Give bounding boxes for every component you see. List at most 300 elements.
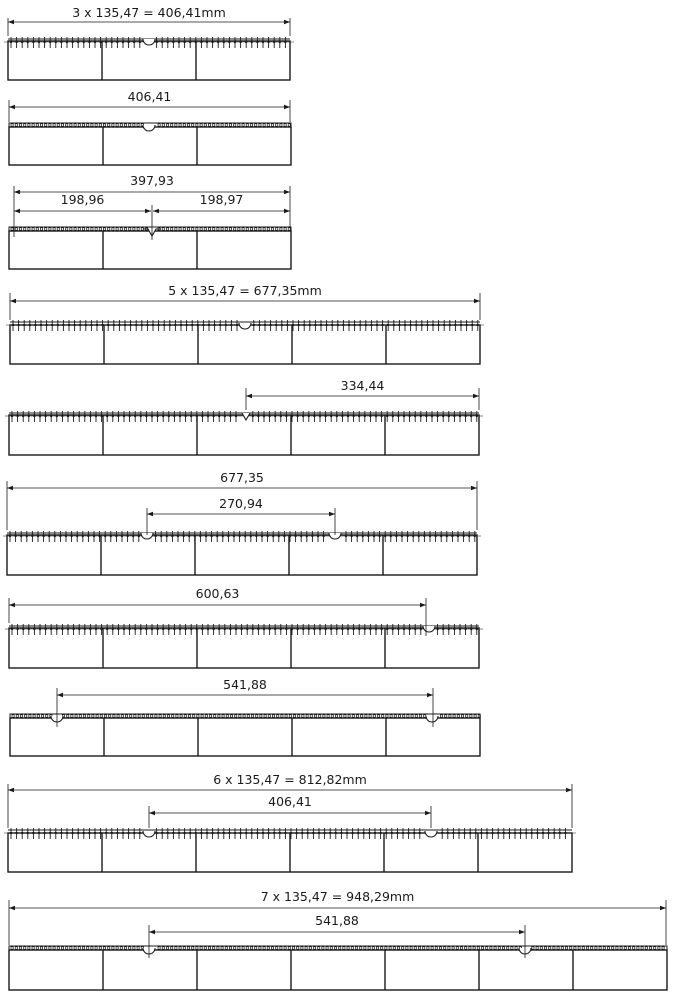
rack-tooth (103, 124, 105, 126)
rack-tooth (179, 228, 181, 230)
rack-tooth (175, 947, 177, 949)
rack-tooth (67, 715, 69, 717)
rack-tooth (57, 124, 59, 126)
rack-tooth (171, 947, 173, 949)
rack-tooth (71, 715, 73, 717)
rack-tooth (96, 715, 98, 717)
rack-tooth (352, 715, 354, 717)
dimension-label: 600,63 (195, 586, 240, 601)
rack-tooth (403, 715, 405, 717)
rack-tooth (171, 124, 173, 126)
rack-tooth (57, 947, 59, 949)
rack-tooth (92, 715, 94, 717)
arrowhead (473, 394, 479, 398)
rack-tooth (360, 947, 362, 949)
rack-tooth (284, 228, 286, 230)
rack-tooth (200, 947, 202, 949)
rack-tooth (133, 124, 135, 126)
rack-tooth (33, 715, 35, 717)
rack-tooth (49, 228, 51, 230)
rack-tooth (418, 947, 420, 949)
rack-tooth (276, 228, 278, 230)
rack-tooth (209, 715, 211, 717)
rack-tooth (347, 947, 349, 949)
rack-tooth (137, 228, 139, 230)
rack-tooth (494, 947, 496, 949)
rack-tooth (356, 715, 358, 717)
rack-tooth (82, 124, 84, 126)
rack-tooth (239, 715, 241, 717)
rack-tooth (238, 124, 240, 126)
dimension-label: 7 x 135,47 = 948,29mm (260, 889, 415, 904)
rack-tooth (183, 228, 185, 230)
rack-tooth (331, 715, 333, 717)
rack-tooth (180, 715, 182, 717)
rack-tooth (473, 947, 475, 949)
rack-tooth (385, 947, 387, 949)
rack-tooth (208, 947, 210, 949)
rack-tooth (561, 947, 563, 949)
rack-tooth (348, 715, 350, 717)
arrowhead (566, 788, 572, 792)
rack-tooth (263, 124, 265, 126)
rack-tooth (310, 715, 312, 717)
rack-tooth (129, 947, 131, 949)
arrowhead (427, 693, 433, 697)
rack-tooth (251, 715, 253, 717)
rack-tooth (53, 124, 55, 126)
rack-tooth (158, 124, 160, 126)
rack-tooth (204, 947, 206, 949)
belt-diagram (5, 586, 483, 668)
rack-tooth (641, 947, 643, 949)
rack-tooth (192, 228, 194, 230)
rack-tooth (255, 947, 257, 949)
rack-tooth (372, 947, 374, 949)
rack-tooth (49, 124, 51, 126)
belt-diagram (9, 89, 291, 165)
rack-tooth (313, 947, 315, 949)
rack-tooth (229, 124, 231, 126)
rack-tooth (271, 124, 273, 126)
arrowhead (9, 603, 15, 607)
dimension-label: 677,35 (220, 470, 264, 485)
rack-tooth (272, 715, 274, 717)
rack-tooth (302, 715, 304, 717)
rack-tooth (243, 715, 245, 717)
rack-tooth (163, 715, 165, 717)
rack-tooth (70, 124, 72, 126)
arrowhead (284, 20, 290, 24)
rack-tooth (116, 228, 118, 230)
rack-tooth (116, 947, 118, 949)
rack-tooth (167, 715, 169, 717)
rack-tooth (221, 124, 223, 126)
rack-tooth (456, 947, 458, 949)
belt-body (9, 231, 291, 269)
rack-tooth (87, 228, 89, 230)
rack-tooth (277, 715, 279, 717)
rack-tooth (187, 947, 189, 949)
rack-tooth (95, 947, 97, 949)
rack-tooth (351, 947, 353, 949)
rack-tooth (162, 228, 164, 230)
arrowhead (474, 299, 480, 303)
rack-tooth (40, 228, 42, 230)
dimension-label: 406,41 (268, 794, 312, 809)
rack-tooth (498, 947, 500, 949)
arrowhead (329, 512, 335, 516)
rack-tooth (662, 947, 664, 949)
rack-tooth (478, 715, 480, 717)
round-notch (239, 323, 251, 329)
rack-tooth (146, 715, 148, 717)
rack-tooth (470, 715, 472, 717)
rack-tooth (637, 947, 639, 949)
belt-diagram (9, 889, 667, 990)
rack-tooth (284, 947, 286, 949)
rack-tooth (465, 947, 467, 949)
rack-tooth (344, 715, 346, 717)
rack-tooth (398, 715, 400, 717)
rack-tooth (221, 947, 223, 949)
rack-tooth (247, 715, 249, 717)
round-notch (425, 831, 437, 837)
rack-tooth (53, 947, 55, 949)
rack-tooth (225, 947, 227, 949)
rack-tooth (449, 715, 451, 717)
rack-tooth (423, 947, 425, 949)
rack-tooth (208, 124, 210, 126)
rack-tooth (242, 124, 244, 126)
rack-tooth (91, 947, 93, 949)
rack-tooth (259, 228, 261, 230)
rack-tooth (32, 947, 34, 949)
rack-tooth (214, 715, 216, 717)
rack-tooth (183, 947, 185, 949)
rack-tooth (46, 715, 48, 717)
rack-tooth (36, 124, 38, 126)
rack-tooth (61, 124, 63, 126)
rack-tooth (373, 715, 375, 717)
rack-tooth (288, 947, 290, 949)
rack-tooth (205, 715, 207, 717)
belt-body (9, 127, 291, 165)
rack-tooth (628, 947, 630, 949)
rack-tooth (234, 228, 236, 230)
rack-tooth (95, 124, 97, 126)
rack-tooth (453, 715, 455, 717)
rack-tooth (196, 228, 198, 230)
rack-tooth (376, 947, 378, 949)
rack-tooth (319, 715, 321, 717)
rack-tooth (285, 715, 287, 717)
rack-tooth (415, 715, 417, 717)
rack-tooth (175, 228, 177, 230)
rack-tooth (427, 947, 429, 949)
rack-tooth (393, 947, 395, 949)
dimension-label: 406,41 (127, 89, 172, 104)
rack-tooth (486, 947, 488, 949)
rack-tooth (221, 228, 223, 230)
rack-tooth (301, 947, 303, 949)
rack-tooth (255, 124, 257, 126)
rack-tooth (124, 947, 126, 949)
rack-tooth (234, 124, 236, 126)
arrowhead (145, 209, 151, 213)
rack-tooth (49, 947, 51, 949)
rack-tooth (293, 715, 295, 717)
rack-tooth (250, 124, 252, 126)
rack-tooth (234, 947, 236, 949)
rack-tooth (225, 228, 227, 230)
rack-tooth (120, 947, 122, 949)
rack-tooth (365, 715, 367, 717)
rack-tooth (91, 124, 93, 126)
rack-tooth (309, 947, 311, 949)
dimension-label: 541,88 (223, 677, 267, 692)
rack-tooth (242, 228, 244, 230)
rack-tooth (28, 124, 30, 126)
belt-diagram (10, 677, 480, 756)
arrowhead (471, 486, 477, 490)
rack-tooth (24, 228, 26, 230)
rack-tooth (32, 228, 34, 230)
rack-tooth (19, 228, 21, 230)
rack-tooth (259, 947, 261, 949)
rack-tooth (217, 947, 219, 949)
rack-tooth (120, 228, 122, 230)
rack-tooth (15, 947, 17, 949)
dimension-label: 397,93 (130, 173, 174, 188)
rack-tooth (142, 715, 144, 717)
arrowhead (519, 930, 525, 934)
arrowhead (57, 693, 63, 697)
rack-tooth (410, 947, 412, 949)
rack-tooth (250, 947, 252, 949)
rack-tooth (117, 715, 119, 717)
rack-tooth (74, 947, 76, 949)
rack-tooth (193, 715, 195, 717)
rack-tooth (280, 124, 282, 126)
rack-tooth (335, 715, 337, 717)
rack-tooth (24, 124, 26, 126)
rack-tooth (187, 124, 189, 126)
rack-tooth (79, 715, 81, 717)
rack-tooth (138, 715, 140, 717)
round-notch (143, 39, 155, 45)
rack-tooth (502, 947, 504, 949)
arrowhead (284, 209, 290, 213)
rack-tooth (88, 715, 90, 717)
rack-tooth (12, 715, 14, 717)
rack-tooth (36, 947, 38, 949)
rack-tooth (83, 715, 85, 717)
rack-tooth (540, 947, 542, 949)
rack-tooth (87, 947, 89, 949)
rack-tooth (435, 947, 437, 949)
rack-tooth (213, 947, 215, 949)
rack-tooth (259, 124, 261, 126)
rack-tooth (326, 947, 328, 949)
rack-tooth (607, 947, 609, 949)
rack-tooth (100, 715, 102, 717)
belt-diagram (3, 470, 481, 575)
rack-tooth (61, 947, 63, 949)
arrowhead (9, 105, 15, 109)
rack-tooth (369, 715, 371, 717)
rack-tooth (218, 715, 220, 717)
rack-tooth (389, 947, 391, 949)
rack-tooth (649, 947, 651, 949)
rack-tooth (490, 947, 492, 949)
rack-tooth (197, 715, 199, 717)
rack-tooth (95, 228, 97, 230)
rack-tooth (112, 947, 114, 949)
rack-tooth (532, 947, 534, 949)
rack-tooth (411, 715, 413, 717)
rack-tooth (66, 124, 68, 126)
rack-tooth (112, 124, 114, 126)
rack-tooth (82, 228, 84, 230)
rack-tooth (28, 228, 30, 230)
dimension-label: 6 x 135,47 = 812,82mm (213, 772, 367, 787)
rack-tooth (281, 715, 283, 717)
arrowhead (246, 394, 252, 398)
rack-tooth (66, 228, 68, 230)
rack-tooth (61, 228, 63, 230)
rack-tooth (474, 715, 476, 717)
rack-tooth (133, 228, 135, 230)
rack-tooth (40, 124, 42, 126)
rack-tooth (624, 947, 626, 949)
rack-tooth (99, 124, 101, 126)
rack-tooth (113, 715, 115, 717)
rack-tooth (120, 124, 122, 126)
rack-tooth (116, 124, 118, 126)
rack-tooth (204, 124, 206, 126)
rack-tooth (108, 228, 110, 230)
rack-tooth (108, 124, 110, 126)
rack-tooth (612, 947, 614, 949)
rack-tooth (260, 715, 262, 717)
rack-tooth (271, 947, 273, 949)
rack-tooth (544, 947, 546, 949)
arrowhead (8, 788, 14, 792)
arrowhead (284, 190, 290, 194)
rack-tooth (187, 228, 189, 230)
rack-tooth (390, 715, 392, 717)
rack-tooth (414, 947, 416, 949)
rack-tooth (361, 715, 363, 717)
dimension-label: 3 x 135,47 = 406,41mm (72, 5, 226, 20)
rack-tooth (103, 947, 105, 949)
rack-tooth (201, 715, 203, 717)
arrowhead (149, 811, 155, 815)
rack-tooth (25, 715, 27, 717)
rack-tooth (200, 124, 202, 126)
rack-tooth (162, 947, 164, 949)
rack-tooth (292, 947, 294, 949)
rack-tooth (271, 228, 273, 230)
rack-tooth (45, 228, 47, 230)
rack-tooth (172, 715, 174, 717)
rack-tooth (394, 715, 396, 717)
rack-tooth (19, 947, 21, 949)
rack-tooth (196, 947, 198, 949)
rack-tooth (192, 947, 194, 949)
belt-diagram (6, 283, 484, 364)
rack-tooth (192, 124, 194, 126)
rack-tooth (267, 947, 269, 949)
dimension-label: 5 x 135,47 = 677,35mm (168, 283, 322, 298)
rack-tooth (108, 947, 110, 949)
rack-tooth (166, 124, 168, 126)
rack-tooth (654, 947, 656, 949)
rack-tooth (124, 124, 126, 126)
rack-tooth (130, 715, 132, 717)
rack-tooth (179, 947, 181, 949)
arrowhead (425, 811, 431, 815)
rack-tooth (574, 947, 576, 949)
rack-tooth (327, 715, 329, 717)
rack-tooth (582, 947, 584, 949)
round-notch (143, 831, 155, 837)
rack-tooth (419, 715, 421, 717)
dimension-label: 198,97 (199, 192, 244, 207)
rack-tooth (217, 228, 219, 230)
rack-tooth (507, 947, 509, 949)
rack-tooth (53, 228, 55, 230)
belt-diagram (4, 5, 294, 80)
rack-tooth (57, 228, 59, 230)
rack-tooth (188, 715, 190, 717)
arrowhead (14, 190, 20, 194)
rack-tooth (267, 124, 269, 126)
rack-tooth (591, 947, 593, 949)
rack-tooth (242, 947, 244, 949)
rack-tooth (109, 715, 111, 717)
rack-tooth (402, 947, 404, 949)
rack-tooth (200, 228, 202, 230)
rack-tooth (386, 715, 388, 717)
rack-tooth (466, 715, 468, 717)
rack-tooth (66, 947, 68, 949)
rack-tooth (439, 947, 441, 949)
rack-tooth (74, 228, 76, 230)
rack-tooth (586, 947, 588, 949)
rack-tooth (70, 947, 72, 949)
rack-tooth (267, 228, 269, 230)
rack-tooth (40, 947, 42, 949)
rack-tooth (368, 947, 370, 949)
rack-tooth (133, 947, 135, 949)
rack-tooth (19, 124, 21, 126)
rack-tooth (15, 124, 17, 126)
belt-body (9, 950, 667, 990)
arrowhead (10, 299, 16, 303)
belt-diagram (9, 173, 291, 269)
rack-tooth (330, 947, 332, 949)
rack-tooth (280, 228, 282, 230)
rack-tooth (183, 124, 185, 126)
rack-tooth (397, 947, 399, 949)
arrowhead (660, 906, 666, 910)
arrowhead (9, 906, 15, 910)
rack-tooth (306, 715, 308, 717)
dimension-label: 270,94 (219, 496, 263, 511)
rack-tooth (213, 228, 215, 230)
